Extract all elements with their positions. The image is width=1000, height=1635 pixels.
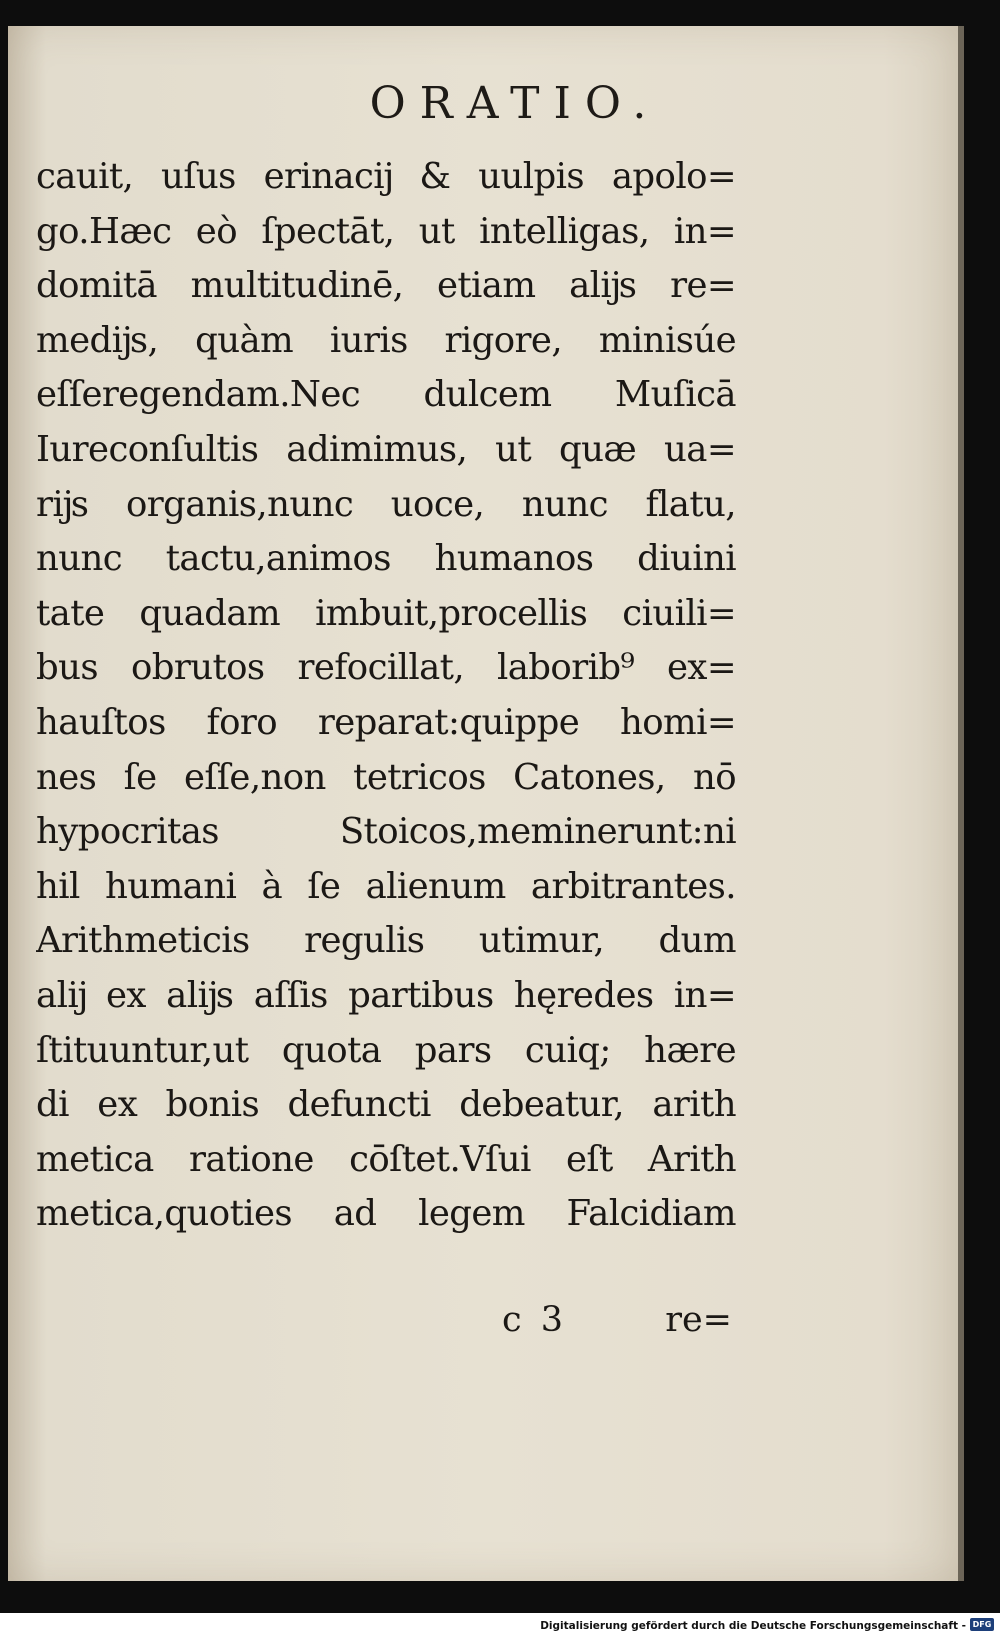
catchword: re= — [665, 1300, 732, 1340]
text-line: eſſeregendam.Nec dulcem Muſicā — [36, 374, 736, 416]
funding-credit: Digitalisierung gefördert durch die Deutsche Forschungsgemeinschaft - — [540, 1620, 966, 1632]
text-line: alĳ ex alĳs aſſis partibus hęredes in= — [36, 974, 736, 1016]
text-line: cauit, uſus erinacĳ & uulpis apolo= — [36, 156, 736, 197]
body-text — [36, 150, 736, 1242]
text-line: Iureconſultis adimimus, ut quæ ua= — [36, 428, 736, 470]
page-footer-marks — [36, 1300, 736, 1360]
text-line: domitā multitudinē, etiam alĳs re= — [36, 265, 736, 307]
text-line: hypocritas Stoicos,meminerunt:ni — [36, 811, 736, 853]
text-line: nes ſe eſſe,non tetricos Catones, nō — [36, 756, 736, 798]
text-line: hauſtos foro reparat:quippe homi= — [36, 701, 736, 743]
text-line: hil humani à ſe alienum arbitrantes. — [36, 865, 736, 907]
text-line: go.Hæc eò ſpectāt, ut intelligas, in= — [36, 210, 736, 252]
text-line: metica,quoties ad legem Falcidiam — [36, 1193, 736, 1235]
text-line: bus obrutos refocillat, laborib⁹ ex= — [36, 647, 736, 689]
page-edge — [958, 26, 964, 1581]
dfg-logo: DFG — [970, 1618, 994, 1631]
running-head: ORATIO. — [369, 78, 661, 129]
text-line: Arithmeticis regulis utimur, dum — [36, 920, 736, 962]
text-line: rĳs organis,nunc uoce, nunc flatu, — [36, 483, 736, 525]
text-line: nunc tactu,animos humanos diuini — [36, 538, 736, 580]
signature-mark: c 3 — [502, 1300, 567, 1340]
text-line: ſtituuntur,ut quota pars cuiq; hære — [36, 1029, 736, 1071]
text-line: di ex bonis defuncti debeatur, arith — [36, 1084, 736, 1126]
text-line: tate quadam imbuit,procellis ciuili= — [36, 592, 736, 634]
text-line: metica ratione cōſtet.Vſui eſt Arith — [36, 1138, 736, 1180]
credit-bar — [0, 1613, 1000, 1635]
text-line: medĳs, quàm iuris rigore, minisúe — [36, 319, 736, 361]
